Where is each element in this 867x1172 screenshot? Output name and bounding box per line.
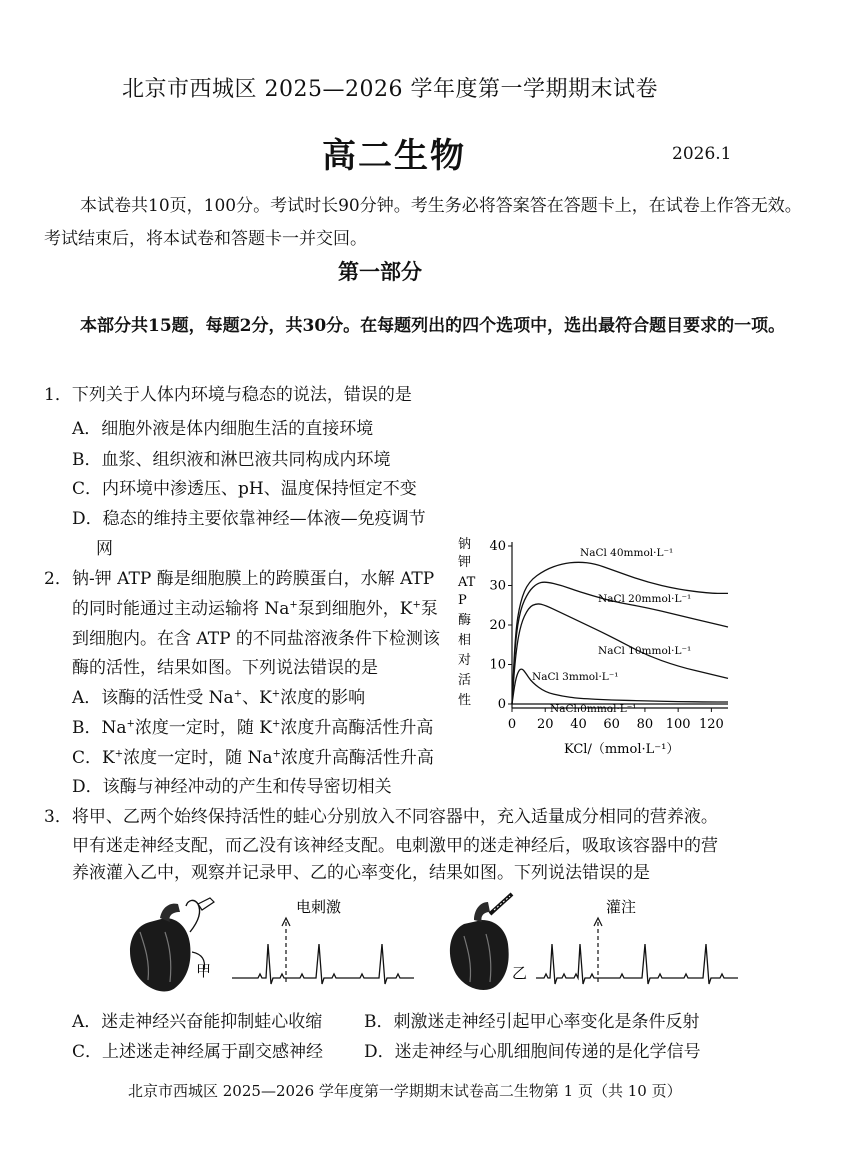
y-label-char: 钾 [458, 555, 472, 570]
y-label-char: 活 [458, 673, 472, 688]
x-tick-label: 40 [570, 717, 587, 732]
exam-title: 北京市西城区 2025—2026 学年度第一学期期末试卷 [122, 77, 658, 102]
chart-axes [512, 542, 728, 708]
q2-option-d: D．该酶与神经冲动的产生和传导密切相关 [72, 777, 392, 797]
frog-heart-yi-icon [450, 894, 512, 990]
q3-stem-line2: 甲有迷走神经支配，而乙没有该神经支配。电刺激甲的迷走神经后，吸取该容器中的营 [72, 836, 718, 856]
q2-stem-line3: 到细胞内。在含 ATP 的不同盐溶液条件下检测该 [72, 629, 440, 649]
y-label-char: P [458, 593, 467, 608]
ecg-trace-jia [232, 944, 414, 984]
y-label-char: 性 [458, 693, 472, 708]
x-tick-label: 80 [636, 717, 654, 732]
y-label-char: 相 [458, 633, 472, 648]
y-label-char: 对 [458, 653, 472, 668]
y-tick-label: 10 [489, 657, 506, 673]
y-tick-label: 20 [489, 618, 506, 633]
q2-stem-line2: 的同时能通过主动运输将 Na+泵到细胞外，K+泵 [72, 599, 438, 619]
series-label: NaCl 3mmol·L⁻¹ [532, 671, 619, 683]
q2-option-a: A．该酶的活性受 Na+、K+浓度的影响 [72, 688, 366, 708]
y-label-char: 酶 [458, 613, 472, 628]
y-tick-label: 40 [489, 539, 506, 554]
q2-number: 2． [44, 569, 72, 589]
label-electric-stimulus: 电刺激 [296, 898, 342, 916]
q3-option-a: A．迷走神经兴奋能抑制蛙心收缩 [72, 1012, 323, 1032]
q1-option-c: C．内环境中渗透压、pH、温度保持恒定不变 [72, 479, 417, 499]
series-label: NaCl 0mmol·L⁻¹ [550, 703, 637, 715]
q3-stem-line3: 养液灌入乙中，观察并记录甲、乙的心率变化，结果如图。下列说法错误的是 [72, 863, 650, 883]
y-tick-label: 30 [489, 578, 506, 594]
x-tick-label: 0 [507, 717, 517, 732]
q2-option-c: C．K+浓度一定时，随 Na+浓度升高酶活性升高 [72, 748, 434, 768]
chart-y-axis-label [457, 536, 476, 708]
series-label: NaCl 20mmol·L⁻¹ [598, 593, 692, 605]
y-label-char: 钠 [458, 537, 472, 552]
q2-enzyme-activity-chart [446, 534, 746, 766]
q3-figure-jia [120, 892, 420, 998]
q1-option-b: B．血浆、组织液和淋巴液共同构成内环境 [72, 450, 391, 470]
q1-option-d-cont: 网 [96, 539, 113, 559]
q3-option-d: D．迷走神经与心肌细胞间传递的是化学信号 [364, 1042, 701, 1062]
instructions: 本部分共15题，每题2分，共30分。在每题列出的四个选项中，选出最符合题目要求的一项。 [80, 316, 786, 336]
q3-stem-line1: 3．将甲、乙两个始终保持活性的蛙心分别放入不同容器中，充入适量成分相同的营养液。 [44, 807, 718, 827]
chart-series [512, 547, 728, 715]
q1-option-d: D．稳态的维持主要依靠神经—体液—免疫调节 [72, 509, 426, 529]
x-tick-label: 60 [603, 717, 620, 732]
q3-option-c: C．上述迷走神经属于副交感神经 [72, 1042, 324, 1062]
q1-stem: 1．下列关于人体内环境与稳态的说法，错误的是 [44, 385, 412, 405]
subject-title: 高二生物 [322, 136, 466, 176]
q3-figure-yi [444, 892, 744, 998]
series-label: NaCl 10mmol·L⁻¹ [598, 645, 692, 657]
q2-stem-line1: 钠-钾 ATP 酶是细胞膜上的跨膜蛋白，水解 ATP [72, 569, 435, 589]
q3-option-b: B．刺激迷走神经引起甲心率变化是条件反射 [364, 1012, 700, 1032]
chart-x-axis-label: KCl/（mmol·L⁻¹） [564, 742, 680, 757]
series-label: NaCl 40mmol·L⁻¹ [580, 547, 674, 559]
x-tick-label: 100 [665, 717, 691, 732]
q1-option-a: A．细胞外液是体内细胞生活的直接环境 [72, 419, 374, 439]
q2-stem-line4: 酶的活性，结果如图。下列说法错误的是 [72, 658, 378, 678]
ecg-trace-yi [536, 944, 738, 984]
y-tick-label: 0 [497, 697, 506, 712]
intro-paragraph: 本试卷共10页，100分。考试时长90分钟。考生务必将答案答在答题卡上，在试卷上作答无效。考试结束后，将本试卷和答题卡一并交回。 [44, 196, 802, 249]
x-tick-label: 120 [698, 717, 724, 732]
label-yi: 乙 [512, 964, 528, 982]
y-label-char: AT [458, 575, 476, 590]
x-tick-label: 20 [536, 717, 554, 732]
label-inject: 灌注 [606, 898, 637, 916]
exam-date: 2026.1 [672, 144, 732, 164]
q2-option-b: B．Na+浓度一定时，随 K+浓度升高酶活性升高 [72, 718, 434, 738]
label-jia: 甲 [196, 962, 212, 980]
part-title: 第一部分 [338, 259, 422, 284]
page-footer: 北京市西城区 2025—2026 学年度第一学期期末试卷高二生物第 1 页（共 10 页） [128, 1082, 682, 1100]
